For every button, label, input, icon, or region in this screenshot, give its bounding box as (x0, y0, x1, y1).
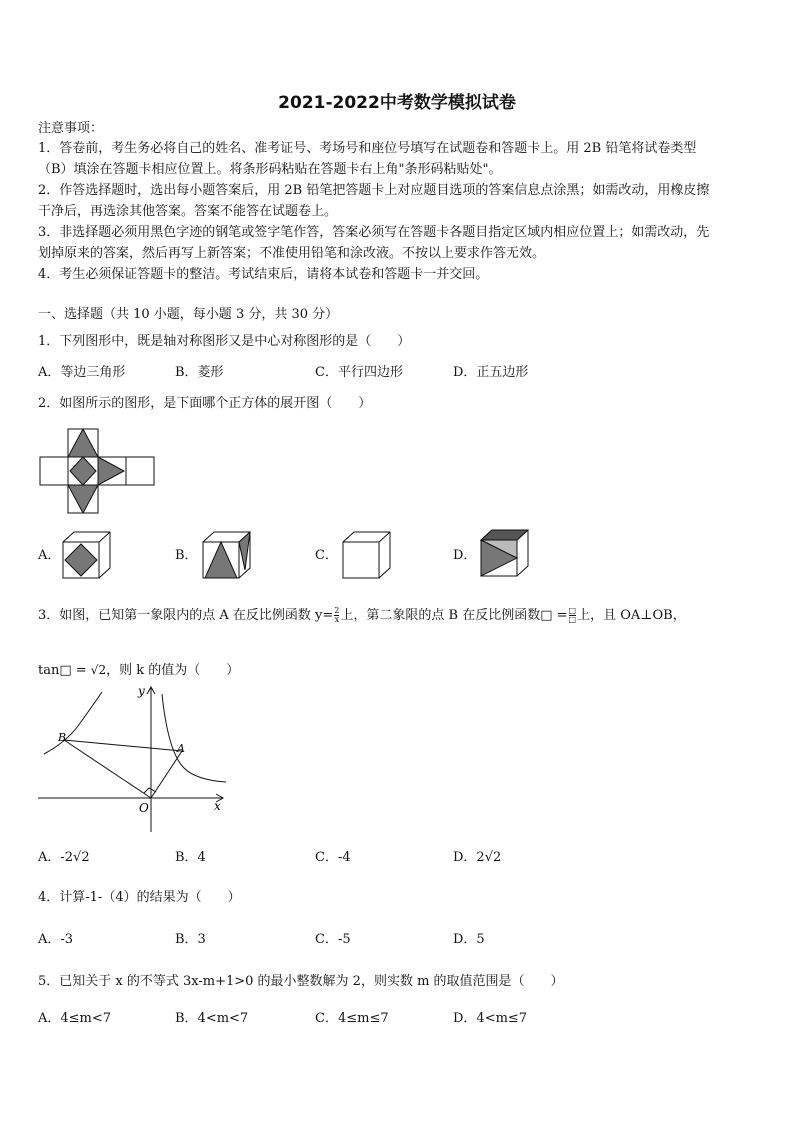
q3-option-a: A．-2√2 (38, 850, 90, 865)
graph-label-y: y (138, 684, 145, 698)
q3-option-c: C．-4 (315, 850, 351, 865)
q4-option-b: B．3 (175, 932, 206, 947)
q2-option-b-label: B． (175, 548, 198, 563)
exam-title: 2021-2022中考数学模拟试卷 (278, 93, 516, 113)
notice-line: 划掉原来的答案，然后再写上新答案；不准使用铅笔和涂改液。不按以上要求作答无效。 (38, 246, 546, 261)
question-3-stem (38, 606, 686, 626)
curve-a-branch (162, 694, 226, 782)
notice-line: 3．非选择题必须用黑色字迹的钢笔或签字笔作答，答案必须写在答题卡各题目指定区域内相应位置上；如需改动，先 (38, 225, 710, 240)
q2-option-c-label: C． (315, 548, 338, 563)
q2-option-a-label: A． (38, 548, 61, 563)
fraction-k-over-x (569, 607, 577, 624)
segment-ab (64, 740, 182, 751)
notice-heading: 注意事项： (38, 121, 104, 136)
q2-option-d-cube (478, 528, 532, 580)
notice-line: 2．作答选择题时，选出每小题答案后，用 2B 铅笔把答题卡上对应题目选项的答案信息点涂黑；如需改动，用橡皮擦 (38, 183, 710, 198)
question-3-stem-line2 (38, 660, 239, 681)
graph-label-o: O (139, 801, 149, 815)
cube-net-figure (38, 427, 158, 517)
question-1-stem: 1．下列图形中，既是轴对称图形又是中心对称图形的是（ ） (38, 334, 411, 349)
fraction-numerator: □ (568, 606, 577, 615)
q3-option-b: B．4 (175, 850, 206, 865)
question-2-stem: 2．如图所示的图形，是下面哪个正方体的展开图（ ） (38, 396, 372, 411)
fraction-denominator: □ (568, 615, 577, 624)
sqrt-2: √2 (90, 663, 107, 677)
fraction-denominator: x (334, 615, 340, 624)
q1-option-a: A．等边三角形 (38, 365, 126, 380)
graph-label-a: A (177, 742, 185, 755)
graph-label-b: B (58, 731, 67, 744)
q3-coordinate-graph (36, 682, 230, 834)
q5-option-d: D．4<m≤7 (453, 1011, 528, 1026)
q1-option-d: D．正五边形 (453, 365, 529, 380)
q2-option-b-cube (200, 530, 254, 580)
question-5-stem: 5．已知关于 x 的不等式 3x-m+1>0 的最小整数解为 2，则实数 m 的取值范围是（ ） (38, 974, 564, 989)
notice-line: 4．考生必须保证答题卡的整洁。考试结束后，请将本试卷和答题卡一并交回。 (38, 267, 489, 282)
notice-line: 干净后，再选涂其他答案。答案不能答在试题卷上。 (38, 204, 338, 219)
q2-option-a-cube (60, 530, 112, 580)
q4-option-c: C．-5 (315, 932, 351, 947)
q1-option-b: B．菱形 (175, 365, 224, 380)
q5-option-c: C．4≤m≤7 (315, 1011, 389, 1026)
q3-option-d: D．2√2 (453, 850, 502, 865)
segment-oa (151, 751, 182, 798)
graph-label-x: x (214, 799, 221, 813)
q3-stem-part: ，则 k 的值为（ ） (106, 663, 240, 678)
fraction-2-over-x (334, 607, 339, 624)
missing-glyph-symbol: □ = (540, 608, 568, 623)
tan-expression: tan□ = (38, 663, 91, 678)
q4-option-a: A．-3 (38, 932, 74, 947)
q4-option-d: D．5 (453, 932, 485, 947)
notice-line: （B）填涂在答题卡相应位置上。将条形码粘贴在答题卡右上角"条形码粘贴处"。 (38, 162, 502, 177)
q2-option-d-label: D． (453, 548, 477, 563)
q1-option-c: C．平行四边形 (315, 365, 403, 380)
q3-stem-part: 上，且 OA⊥OB， (577, 608, 686, 623)
notice-line: 1．答卷前，考生务必将自己的姓名、准考证号、考场号和座位号填写在试题卷和答题卡上。用 2B 铅笔将试卷类型 (38, 141, 697, 156)
fraction-numerator: 2 (334, 606, 340, 615)
curve-b-branch (44, 692, 102, 754)
q3-stem-part: 上，第二象限的点 B 在反比例函数 (340, 608, 541, 623)
q2-option-c-cube (340, 530, 392, 580)
segment-ob (64, 740, 151, 798)
q5-option-b: B．4<m<7 (175, 1011, 249, 1026)
question-4-stem: 4．计算-1-（4）的结果为（ ） (38, 890, 241, 905)
q5-option-a: A．4≤m<7 (38, 1011, 112, 1026)
q3-stem-part: 3．如图，已知第一象限内的点 A 在反比例函数 y= (38, 608, 334, 623)
section-heading: 一、选择题（共 10 小题，每小题 3 分，共 30 分） (38, 307, 339, 322)
